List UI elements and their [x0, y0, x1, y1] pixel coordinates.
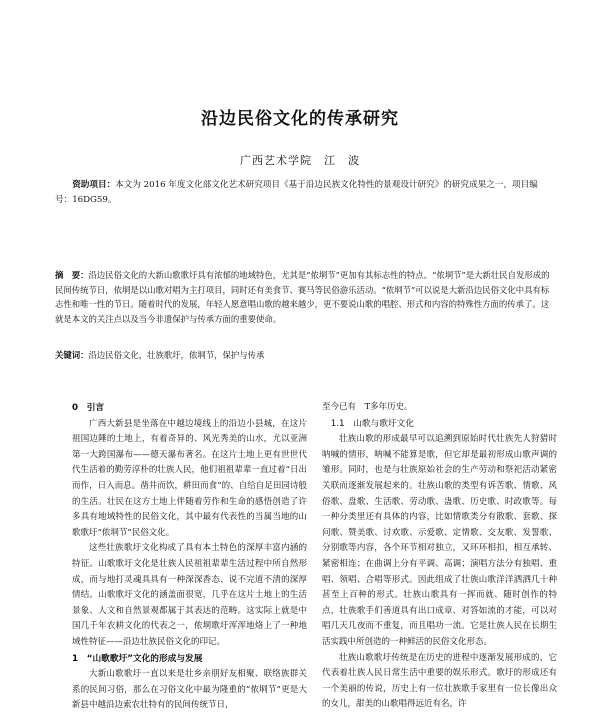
section-heading: 0 引言	[72, 403, 105, 413]
abstract-text: 沿边民俗文化的大新山歌歌圩具有浓郁的地域特色，尤其是“侬垌节”更加有其标志性的特点。“侬垌节”是大新壮民自发形成的民间传统节日，依垌是以山歌对唱为主打项目，同时还有美食节、赛马等民俗游乐活动。“侬垌节”可以说是大新沿边民俗文化中具有标志性和唯一性的节日。随着时代的发展，年轻人愿意唱山歌的越来越少，更不要说山歌的唱腔、形式和内容的特殊性方面的传承了。这就是本文的关注点以及当今非遗保护与传承方面的重要使命。	[55, 270, 550, 324]
paper-title: 沿边民俗文化的传承研究	[201, 109, 399, 129]
keywords-text: 沿边民俗文化，壮族歌圩，侬垌节，保护与传承	[88, 350, 265, 360]
subsection-heading: 1.1 山歌与歌圩文化	[330, 418, 415, 429]
paragraph: 这些壮族歌圩文化构成了具有本土特色的深厚丰富内涵的特征。山歌歌圩文化是壮族人民祖祖辈辈生活过程中所自然形成，而与地打灵魂具具有一种深深香态、说不完道不清的深厚情结。山歌歌圩文化的涵盖面很宽，几乎在这片土地上的生活景象、人文和自然景观都属于其表达的范畴。这实际上就是中国几千年农耕文化的代表之一，侬垌歌圩浑浑地烙上了一种地域性特征——沿边壮族民俗文化的印记。	[72, 543, 307, 647]
body-column-left	[72, 400, 307, 714]
paragraph: 壮族山歌的形成最早可以追溯到原始时代壮族先人狩猎时呐喊的情形，呐喊不能算是歌，但它却是最初形成山歌声调的雏形。同时，也是与壮族原始社会的生产劳动和祭祀活动紧密关联而逐渐发展起来的。壮族山歌的类型有诉苦歌、情歌、风俗歌、盘歌、生活歌、劳动歌、蛊歌、历史歌、时政歌等。每一种分类里还有具体的内容，比如情歌类分有散歌、套歌、探问歌、赞美歌、讨欢歌、示爱歌、定情歌、交友歌、发誓歌、分别歌等内容，各个环节相对独立，又环环相扣，相互承转、紧密相连；在曲调上分有平调、高调；演唱方法分有独唱、重唱、领唱、合唱等形式。因此组成了壮族山歌洋洋洒洒几十种甚至上百种的形式。壮族山歌具有一挥而就、随时创作的特点，壮族歌手们善道具有出口成章、对答如流的才能，可以对唱几天几夜而不重复，而且唱功一流。它是壮族人民在长期生活实践中所创造的一种鲜活的民俗文化形态。	[322, 434, 557, 647]
section-heading: 1 “山歌歌圩”文化的形成与发展	[72, 653, 203, 664]
author-line: 广西艺术学院 江 波	[240, 154, 360, 167]
abstract-label: 摘 要：	[55, 270, 89, 280]
paragraph: 大新山歌歌圩一直以来是壮乡亲朋好友相聚、联络族群关系的民间习俗，那么在习俗文化中最为隆重的“侬垌节”更是大新县中越沿边索农壮特有的民间传统节日，	[72, 669, 307, 711]
funding-note	[55, 178, 550, 208]
funding-text: 本文为 2016 年度文化部文化艺术研究项目《基于沿边民族文化特性的景观设计研究》的研究成果之一，项目编号：16DG59。	[55, 180, 538, 205]
keywords-label: 关键词：	[55, 350, 89, 360]
paragraph: 广西大新县是坐落在中越边境线上的沿边小县城，在这片祖国边陲的土地上，有着奇异的、风光秀美的山水，尤以亚洲第一大跨国瀑布——德天瀑布著名。在这片土地上更有世世代代生活着的勤劳淳朴的壮族人民，他们祖祖辈辈一直过着“日出而作，日入而息。凿井而饮，耕田而食”的、自给自足田园诗般的生活。壮民在这方土地上伴随着劳作和生命的感悟创造了许多具有地域特性的民俗文化，其中最有代表性的当属当地的山歌歌圩“侬垌节”民俗文化。	[72, 418, 307, 538]
paragraph: 壮族山歌歌圩传统是在历史的进程中逐渐发展形成的，它代表着壮族人民日常生活中重要的娱乐形式。歌圩的形成还有一个美丽的传说，历史上有一位壮族歌手家里有一位长像出众的女儿，甜美的山歌唱得远近有名，许	[322, 652, 557, 710]
funding-label: 资助项目：	[72, 180, 116, 190]
paragraph: 至今已有 T多年历史。	[322, 402, 413, 412]
abstract	[55, 268, 550, 326]
keywords	[55, 348, 550, 363]
body-column-right	[322, 400, 557, 713]
